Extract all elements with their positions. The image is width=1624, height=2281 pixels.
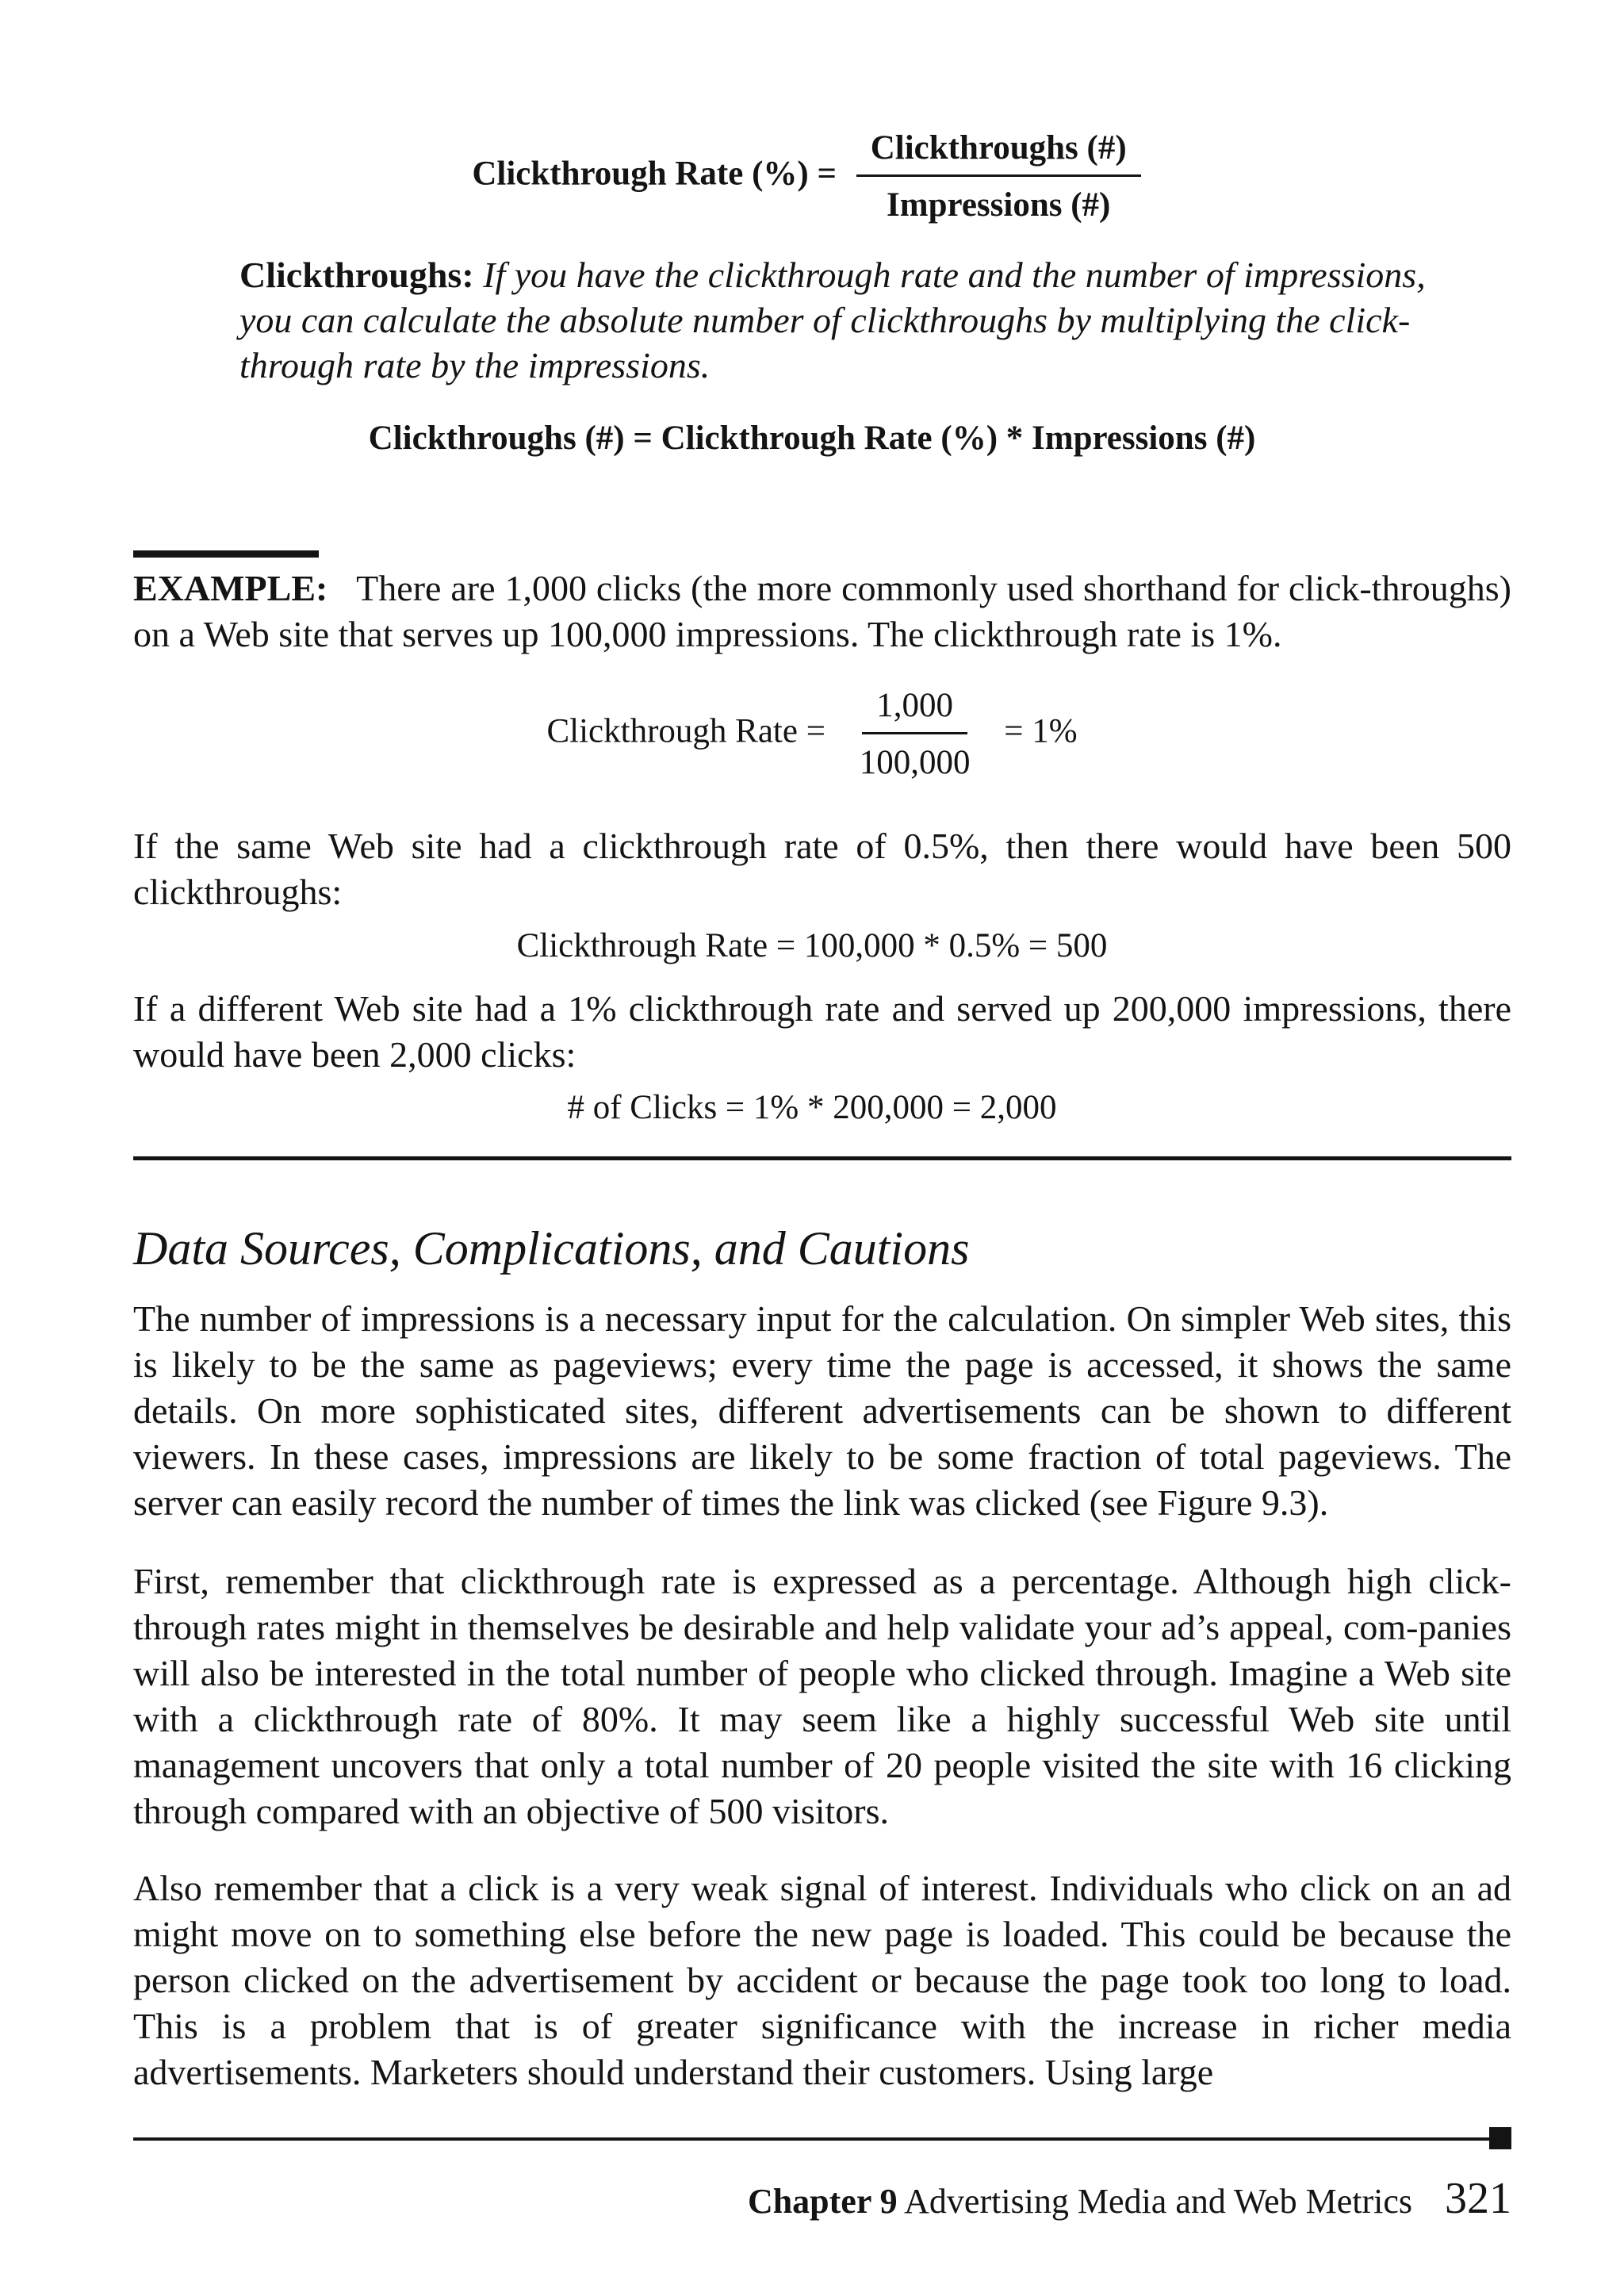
section-paragraph-3: Also remember that a click is a very weak signal of interest. Individuals who click on an ad might move on to something else before the new page is loaded. This could be because the person clicked on the advertisement by accident or because the page took too long to load. This is a problem that is of greater significance with the increase in richer media advertisements. Marketers should understand their customers. Using large <box>133 1868 1511 2092</box>
formula-lhs: Clickthrough Rate (%) = <box>472 155 837 193</box>
formula-lhs: Clickthrough Rate = <box>546 712 825 750</box>
fraction-denominator: 100,000 <box>859 744 971 781</box>
example-paragraph-2: If the same Web site had a clickthrough rate of 0.5%, then there would have been 500 clickthroughs: <box>133 826 1511 912</box>
footer-square-marker <box>1489 2127 1511 2149</box>
fraction-numerator: Clickthroughs (#) <box>856 131 1141 177</box>
example-end-rule <box>133 1156 1511 1160</box>
formula-example-ctr <box>0 688 1624 780</box>
page-footer <box>748 2173 1511 2224</box>
footer-chapter: Chapter 9 <box>747 2182 898 2221</box>
fraction <box>856 131 1141 222</box>
clickthroughs-definition <box>239 252 1477 388</box>
formula-clickthroughs: Clickthroughs (#) = Clickthrough Rate (%) * Impressions (#) <box>368 420 1256 457</box>
example-paragraph-3: If a different Web site had a 1% clickthrough rate and served up 200,000 impressions, there would have been 2,000 clicks: <box>133 988 1511 1075</box>
footer-title: Advertising Media and Web Metrics <box>904 2182 1412 2221</box>
section-paragraph-2: First, remember that clickthrough rate is expressed as a percentage. Although high click-through rates might in themselves be desirable and help validate your ad’s appeal, com-panies will also be interested in the total number of people who clicked through. Imagine a Web site with a clickthrough rate of 80%. It may seem like a highly successful Web site until management uncovers that only a total number of 20 people visited the site with 16 clicking through compared with an objective of 500 visitors. <box>133 1561 1511 1831</box>
example-paragraph <box>133 565 1511 657</box>
example-label: EXAMPLE: <box>133 568 328 608</box>
formula-example-3: # of Clicks = 1% * 200,000 = 2,000 <box>567 1089 1057 1126</box>
fraction-numerator: 1,000 <box>862 688 967 734</box>
formula-rhs: = 1% <box>1004 712 1078 750</box>
formula-example-2: Clickthrough Rate = 100,000 * 0.5% = 500 <box>516 927 1108 964</box>
definition-term: Clickthroughs: <box>239 255 474 295</box>
fraction-denominator: Impressions (#) <box>887 186 1111 224</box>
example-text: There are 1,000 clicks (the more commonly used shorthand for click-throughs) on a Web site that serves up 100,000 impressions. The clickthrough rate is 1%. <box>133 568 1511 654</box>
page-number: 321 <box>1445 2174 1511 2223</box>
fraction <box>845 688 985 780</box>
section-heading: Data Sources, Complications, and Cautions <box>133 1222 970 1275</box>
formula-clickthrough-rate <box>0 131 1624 222</box>
example-bar <box>133 550 319 558</box>
footer-rule <box>133 2137 1496 2141</box>
section-paragraph-1: The number of impressions is a necessary input for the calculation. On simpler Web sites, this is likely to be the same as pageviews; every time the page is accessed, it shows the same details. On more sophisticated sites, different advertisements can be shown to different viewers. In these cases, impressions are likely to be some fraction of total pageviews. The server can easily record the number of times the link was clicked (see Figure 9.3). <box>133 1298 1511 1523</box>
definition-text: If you have the clickthrough rate and the number of impressions, you can calculate the absolute number of clickthroughs by multiplying the click-through rate by the impressions. <box>239 255 1426 385</box>
